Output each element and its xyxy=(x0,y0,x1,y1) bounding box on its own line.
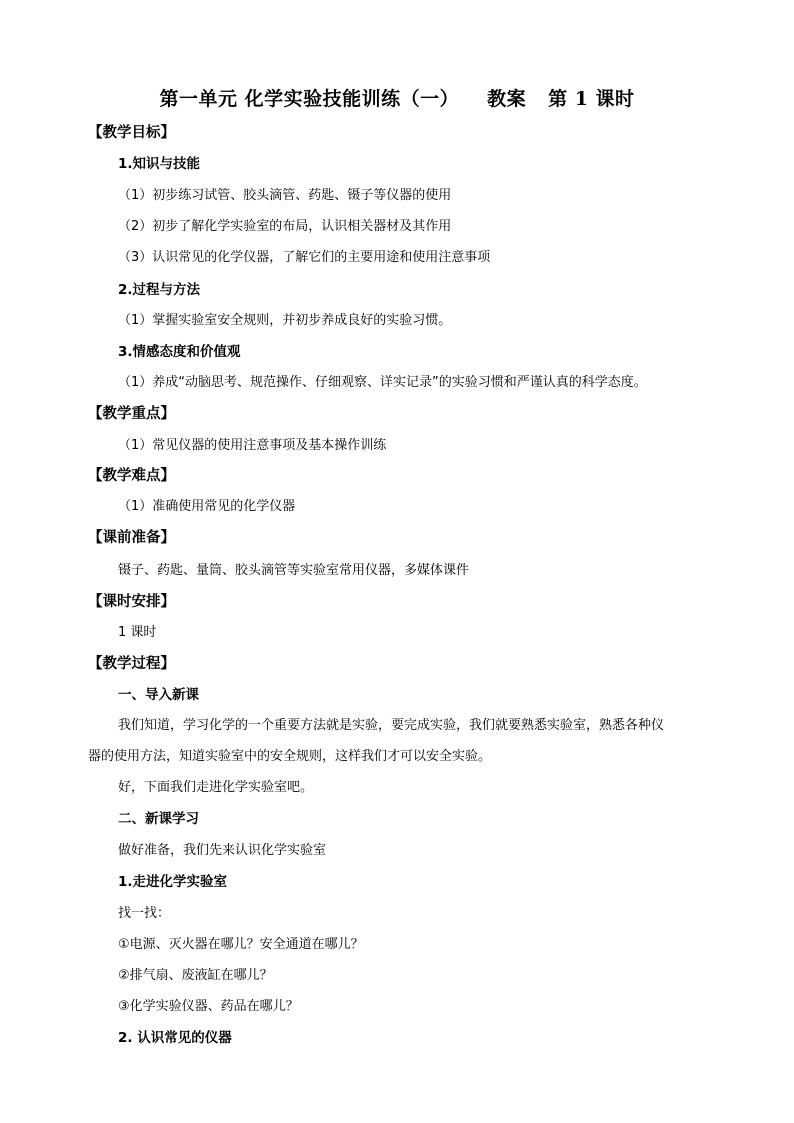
process-part1-paragraph2: 好，下面我们走进化学实验室吧。 xyxy=(118,780,314,795)
difficulty-item: （1）准确使用常见的化学仪器 xyxy=(118,499,296,514)
process-part1-heading: 一、导入新课 xyxy=(118,687,199,703)
title-part-lesson-plan: 教案 xyxy=(487,88,527,110)
process-part1-paragraph-line1: 我们知道，学习化学的一个重要方法就是实验，要完成实验，我们就要熟悉实验室，熟悉各种仪 xyxy=(118,718,665,733)
process-step1-heading: 1.走进化学实验室 xyxy=(118,874,228,890)
title-part-period: 第 1 课时 xyxy=(548,88,635,110)
process-step2-heading: 2. 认识常见的仪器 xyxy=(118,1030,232,1046)
process-part1-paragraph-line2: 器的使用方法，知道实验室中的安全规则，这样我们才可以安全实验。 xyxy=(88,749,492,764)
find-item: ②排气扇、废液缸在哪儿？ xyxy=(118,968,273,983)
process-part2-heading: 二、新课学习 xyxy=(118,811,199,827)
section-heading-difficulties: 【教学难点】 xyxy=(88,468,175,484)
goal-item: （1）掌握实验室安全规则，并初步养成良好的实验习惯。 xyxy=(118,313,452,328)
process-part2-intro: 做好准备，我们先来认识化学实验室 xyxy=(118,843,327,858)
goal-item: （3）认识常见的化学仪器，了解它们的主要用途和使用注意事项 xyxy=(118,250,491,265)
goal-heading-knowledge: 1.知识与技能 xyxy=(118,156,201,172)
section-heading-process: 【教学过程】 xyxy=(88,656,175,672)
key-point-item: （1）常见仪器的使用注意事项及基本操作训练 xyxy=(118,438,387,453)
section-heading-key-points: 【教学重点】 xyxy=(88,406,175,422)
section-heading-schedule: 【课时安排】 xyxy=(88,594,175,610)
goal-item: （2）初步了解化学实验室的布局，认识相关器材及其作用 xyxy=(118,219,452,234)
goal-item: （1）养成“动脑思考、规范操作、仔细观察、详实记录”的实验习惯和严谨认真的科学态度。 xyxy=(118,375,647,390)
goal-heading-process: 2.过程与方法 xyxy=(118,282,201,298)
page-title xyxy=(0,84,794,114)
goal-heading-attitude: 3.情感态度和价值观 xyxy=(118,344,241,360)
title-main: 第一单元 化学实验技能训练（一） xyxy=(159,88,460,110)
section-heading-goals: 【教学目标】 xyxy=(88,125,175,141)
schedule-text: 1 课时 xyxy=(118,625,157,640)
section-heading-preparation: 【课前准备】 xyxy=(88,530,175,546)
find-item: ③化学实验仪器、药品在哪儿？ xyxy=(118,999,299,1014)
find-item: ①电源、灭火器在哪儿？安全通道在哪儿？ xyxy=(118,937,364,952)
find-label: 找一找： xyxy=(118,906,171,921)
goal-item: （1）初步练习试管、胶头滴管、药匙、镊子等仪器的使用 xyxy=(118,188,452,203)
preparation-text: 镊子、药匙、量筒、胶头滴管等实验室常用仪器，多媒体课件 xyxy=(118,563,470,578)
